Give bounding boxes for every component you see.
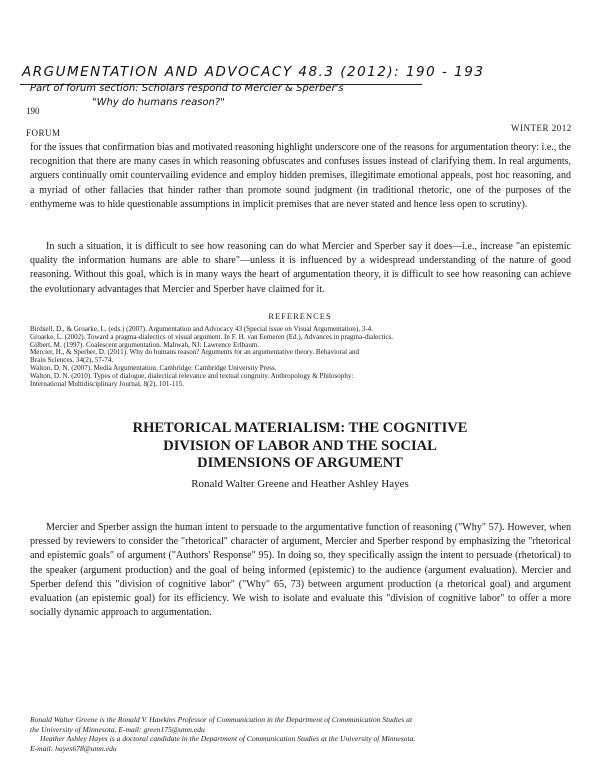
page-number: 190: [26, 106, 40, 116]
body-paragraph-2: In such a situation, it is difficult to see how reasoning can do what Mercier and Sperber say it does—i.e., increase "an epistemic quality the information humans are able to share"—unless it is influenced by a widespread understanding of the nature of good reasoning. Without this goal, which is in many ways the heart of argumentation theory, it is difficult to see how reasoning can achieve the evolutionary advantages that Mercier and Sperber have claimed for it.: [30, 241, 571, 295]
reference-item: International Multidisciplinary Journal, 8(2), 101-115.: [30, 380, 184, 388]
reference-item: Walton, D. N. (2007). Media Argumentation. Cambridge: Cambridge University Press.: [30, 364, 277, 372]
article-title: [0, 420, 600, 473]
handwritten-note-line1: Part of forum section: Scholars respond to Mercier & Sperber's: [30, 83, 344, 94]
reference-item: Birdsell, D., & Groarke, L. (eds.) (2007). Argumentation and Advocacy 43 (Special issue on Visual Argumentation), 3-4.: [30, 326, 373, 333]
reference-list: [30, 326, 571, 388]
footnote-line: Heather Ashley Hayes is a doctoral candidate in the Department of Communication Studies at the University of Minnesota.: [40, 734, 416, 743]
article-title-line: DIVISION OF LABOR AND THE SOCIAL: [163, 437, 437, 454]
running-head-left: FORUM: [26, 128, 61, 138]
handwritten-citation: ARGUMENTATION AND ADVOCACY 48.3 (2012): 190 - 193: [22, 64, 485, 80]
references-heading: REFERENCES: [268, 311, 332, 321]
running-head-right: WINTER 2012: [511, 123, 572, 133]
reference-item: Brain Sciences, 34(2), 57-74.: [30, 357, 114, 365]
article-authors: Ronald Walter Greene and Heather Ashley Hayes: [191, 478, 409, 490]
article-paragraph-1: Mercier and Sperber assign the human intent to persuade to the argumentative function of reasoning ("Why" 57). However, when pressed by reviewers to consider the "rhetorical" character of argument, Mercier and Sperber respond by emphasizing the "rhetorical and epistemic goals" of argument ("Authors' Response" 95). In doing so, they specifically assign the intent to persuade (rhetorical) to the speaker (argument production) and the goal of being informed (epistemic) to the audience (argument evaluation). Mercier and Sperber defend this "division of cognitive labor" ("Why" 65, 73) between argument production (a rhetorical goal) and argument evaluation (an epistemic goal) for its efficiency. We wish to isolate and evaluate this "division of cognitive labor" to offer a more socially dynamic approach to argumentation.: [30, 522, 571, 619]
article-title-line: RHETORICAL MATERIALISM: THE COGNITIVE: [132, 420, 468, 436]
reference-item: Groarke, L. (2002). Toward a pragma-dialectics of visual argument. In F. H. van Eemeren (Ed.), Advances in pragma-dialectics.: [30, 333, 394, 341]
reference-item: Mercier, H., & Sperber, D. (2011). Why do humans reason? Arguments for an argumentative theory. Behavioral and: [30, 349, 360, 357]
article-title-line: DIMENSIONS OF ARGUMENT: [197, 455, 403, 471]
body-paragraph-1: for the issues that confirmation bias and motivated reasoning highlight underscore one of the reasons for argumentation theory: i.e., the recognition that there are many cases in which reasoning obfuscates and confuses issues instead of clarifying them. In real arguments, arguers continually omit countervailing evidence and employ hidden premises, illegitimate emotional appeals, post hoc reasoning, and a myriad of other fallacies that hinder rather than promote sound judgment (in traditional rhetoric, one of the purposes of the enthymeme was to hide questionable assumptions in implicit premises that are never stated and hence less open to scrutiny).: [30, 142, 571, 210]
footnote-line: the University of Minnesota. E-mail: green175@umn.edu: [30, 724, 205, 734]
handwritten-note-line2: "Why do humans reason?": [92, 97, 225, 108]
footnote-line: E-mail: hayes678@umn.edu: [30, 743, 117, 753]
author-footnote: [30, 715, 575, 753]
reference-item: Walton, D. N. (2010). Types of dialogue, dialectical relevance and textual congruity. Anthropology & Philosophy:: [30, 372, 354, 380]
footnote-line: Ronald Walter Greene is the Ronald V. Hawkins Professor of Communication in the Department of Communication Studies at: [30, 715, 413, 724]
reference-item: Gilbert, M. (1997). Coalescent argumentation. Mahwah, NJ: Lawrence Erlbaum.: [30, 341, 260, 349]
